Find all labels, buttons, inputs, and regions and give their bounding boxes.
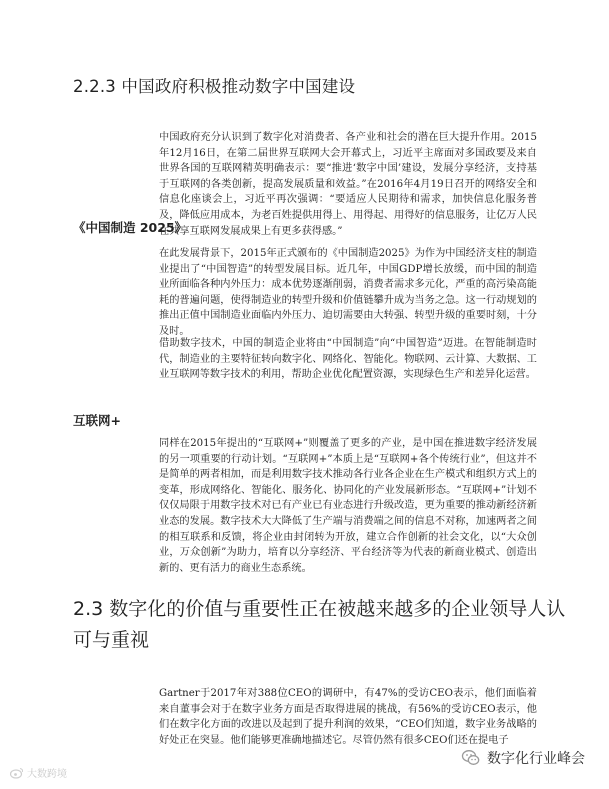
section-heading-2-3: 2.3 数字化的价值与重要性正在被越来越多的企业领导人认可与重视 bbox=[73, 598, 566, 651]
watermark-left-text: 大数跨境 bbox=[27, 769, 67, 780]
made-in-china-paragraph-2: 借助数字技术，中国的制造企业将由“中国制造”向“中国智造”迈进。在智能制造时代，制造业的主要特征转向数字化、网络化、智能化。物联网、云计算、大数据、工业互联网等数字技术的利用，帮助企业优化配置资源，实现绿色生产和差异化运营。 bbox=[159, 338, 537, 381]
section-2-2-3-paragraph: 中国政府充分认识到了数字化对消费者、各产业和社会的潜在巨大提升作用。2015年12月16日，在第二届世界互联网大会开幕式上，习近平主席面对多国政要及来自世界各国的互联网精英明确表示：要“推进‘数字中国’建设，发展分享经济，支持基于互联网的各类创新，提高发展质量和效益。”在2016年4月19日召开的网络安全和信息化座谈会上，习近平再次强调：“要适应人民期待和需求，加快信息化服务普及，降低应用成本，为老百姓提供用得上、用得起、用得好的信息服务，让亿万人民在共享互联网发展成果上有更多获得感。” bbox=[159, 132, 537, 237]
wechat-logo-icon bbox=[461, 748, 481, 768]
section-2-3-paragraph: Gartner于2017年对388位CEO的调研中，有47%的受访CEO表示，他们面临着来自董事会对于在数字业务方面是否取得进展的挑战，有56%的受访CEO表示，他们在数字化方面的改进以及起到了提升利润的效果，“CEO们知道，数字业务战略的好处正在突显。他们能够更准确地描述它。尽管仍然有很多CEO们还在提电子 bbox=[159, 688, 537, 746]
subheading-made-in-china-2025: 《中国制造 2025》 bbox=[73, 220, 188, 235]
watermark-right-text: 数字化行业峰会 bbox=[487, 751, 585, 767]
made-in-china-paragraph-1: 在此发展背景下，2015年正式颁布的《中国制造2025》为作为中国经济支柱的制造业提出了“中国智造”的转型发展目标。近几年，中国GDP增长放缓，而中国的制造业所面临各种内外压力：成本优势逐渐削弱，消费者需求多元化，严重的高污染高能耗的普遍问题，使得制造业的转型升级和价值链攀升成为当务之急。这一行动规划的推出正值中国制造业面临内外压力、迫切需要由大转强、转型升级的重要时刻，十分及时。 bbox=[159, 248, 537, 337]
weibo-logo-icon bbox=[10, 767, 24, 779]
subheading-internet-plus: 互联网+ bbox=[73, 413, 121, 428]
source-watermark-left bbox=[10, 765, 67, 780]
internet-plus-paragraph: 同样在2015年提出的“互联网+”则覆盖了更多的产业，是中国在推进数字经济发展的另一项重要的行动计划。“互联网+”本质上是“互联网+各个传统行业”，但这并不是简单的两者相加，而是利用数字技术推动各行业各企业在生产模式和组织方式上的变革，形成网络化、智能化、服务化、协同化的产业发展新形态。“互联网+”计划不仅仅局限于用数字技术对已有产业已有业态进行升级改造，更为重要的推动新经济新业态的发展。数字技术大大降低了生产端与消费端之间的信息不对称，加速两者之间的相互联系和反馈，将企业由封闭转为开放，建立合作创新的社会文化，以“大众创业，万众创新”为助力，培育以分享经济、平台经济等为代表的新商业模式、创造出新的、更有活力的商业生态系统。 bbox=[159, 438, 537, 574]
section-heading-2-2-3: 2.2.3 中国政府积极推动数字中国建设 bbox=[73, 77, 356, 96]
source-watermark-right bbox=[461, 748, 585, 768]
